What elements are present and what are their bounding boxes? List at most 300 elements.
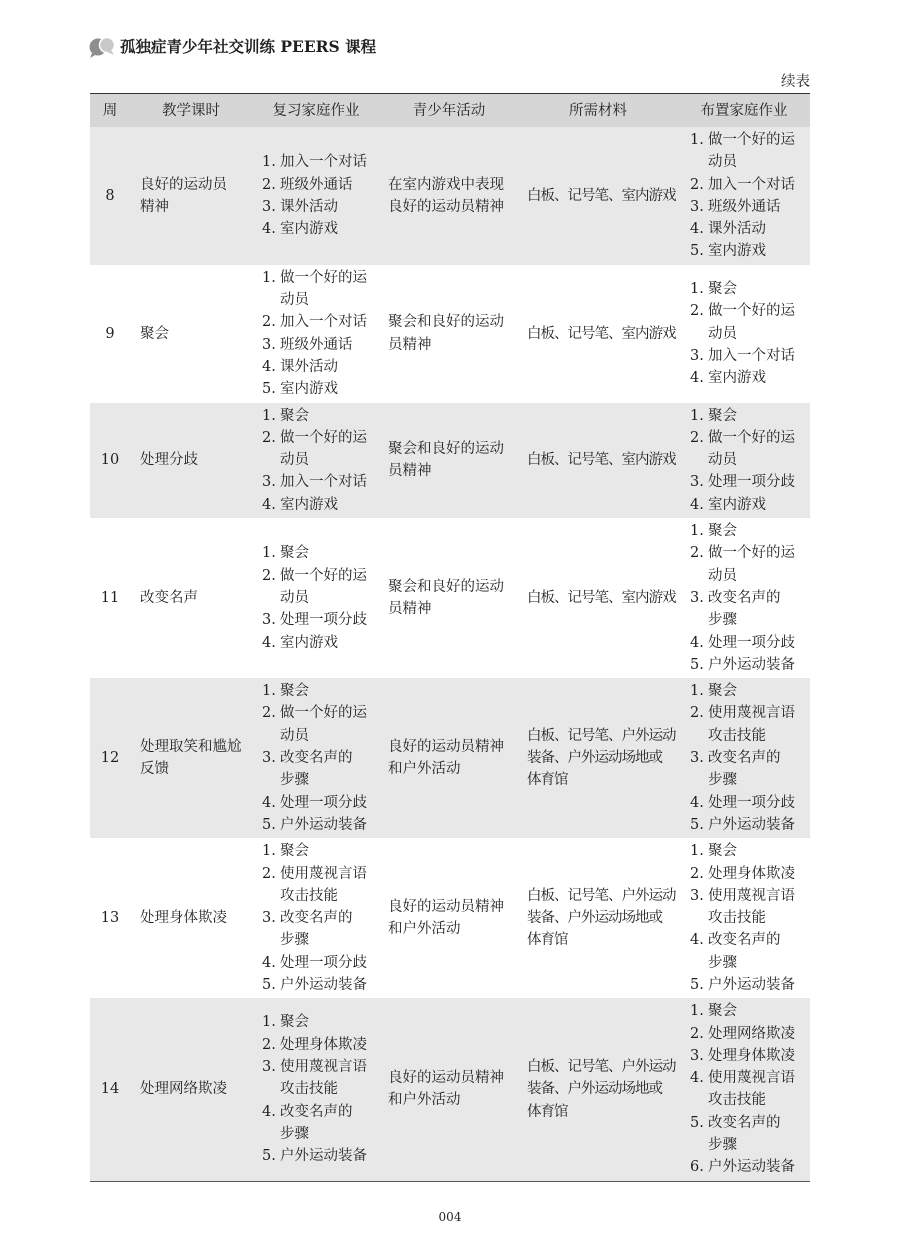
list-item-text: 动员 [708,154,737,171]
list-item-text: 课外活动 [280,198,338,215]
session-line: 处理身体欺凌 [140,910,227,927]
list-item-line [690,840,810,862]
list-item [262,609,380,631]
list-item-number: 4. [262,496,276,513]
list-item-line [690,1156,810,1178]
materials-line: 装备、户外运动场地或 [527,1081,662,1098]
list-item-line [690,632,810,654]
review-homework-cell [252,127,380,265]
list-item-text: 改变名声的 [280,910,353,927]
assigned-homework-cell [678,838,810,998]
list-item-line [262,311,380,333]
list-item-text: 户外运动装备 [280,976,367,993]
assigned-homework-cell [678,127,810,265]
list-item-number: 4. [262,1103,276,1120]
list-item [690,792,810,814]
review-homework-cell [252,678,380,838]
list-item-number: 1. [690,523,704,540]
list-item-text: 聚会 [280,545,309,562]
list-item [690,494,810,516]
list-item-text: 户外运动装备 [708,1159,795,1176]
list-item-line [690,278,810,300]
teen-activity-line: 员精神 [388,336,432,353]
list-item-text: 聚会 [280,683,309,700]
list-item-line [690,587,810,609]
list-item-text: 室内游戏 [280,496,338,513]
list-item-number: 5. [690,1114,704,1131]
list-item [690,929,810,974]
list-item-line [690,218,810,240]
week-number: 8 [105,187,115,204]
list-item [262,151,380,173]
list-item-line [262,356,380,378]
teen-activity-line: 良好的运动员精神 [388,738,504,755]
list-item-text: 聚会 [280,1014,309,1031]
list-item-text: 动员 [708,325,737,342]
list-item-text: 聚会 [280,407,309,424]
list-item-line [690,680,810,702]
list-item-text: 聚会 [708,1003,737,1020]
materials-line: 白板、记号笔、户外运动 [527,1059,676,1076]
list-item [262,1011,380,1033]
list-item-line [690,300,810,322]
materials-line: 白板、记号笔、户外运动 [527,887,676,904]
list-item-text: 聚会 [708,843,737,860]
list-item-line [262,1034,380,1056]
list-item-line [690,1023,810,1045]
table-row [90,518,810,678]
list-item-number: 2. [690,1025,704,1042]
list-item-line [690,520,810,542]
list-item [690,300,810,345]
list-item-line [690,725,810,747]
list-item [690,587,810,632]
list-item [690,1023,810,1045]
list-item-text: 动员 [280,452,309,469]
list-item-number: 3. [690,347,704,364]
materials-line: 装备、户外运动场地或 [527,750,662,767]
list-item [690,632,810,654]
list-item-line [262,1101,380,1123]
list-item-line [690,494,810,516]
list-item-number: 1. [262,843,276,860]
list-item [262,747,380,792]
list-item [690,1067,810,1112]
list-item [690,1112,810,1157]
list-item-number: 5. [262,976,276,993]
list-item [690,367,810,389]
list-item-line [690,1134,810,1156]
list-item-number: 1. [262,545,276,562]
list-item-line [262,680,380,702]
list-item-text: 处理身体欺凌 [708,1047,795,1064]
list-item-text: 室内游戏 [280,634,338,651]
table-row [90,127,810,265]
list-item-line [690,565,810,587]
materials-cell [518,678,678,838]
list-item-number: 5. [262,381,276,398]
teen-activity-line: 聚会和良好的运动 [388,441,504,457]
list-item-line [262,494,380,516]
assigned-homework-cell [678,403,810,518]
list-item-number: 4. [690,634,704,651]
list-item-line [690,952,810,974]
list-item-number: 2. [262,567,276,584]
list-item-number: 4. [690,932,704,949]
review-homework-cell [252,403,380,518]
list-item-text: 处理一项分歧 [280,612,367,629]
list-item-text: 处理一项分歧 [280,954,367,971]
list-item-number: 3. [690,1047,704,1064]
session-cell [130,518,252,678]
list-item-number: 5. [690,656,704,673]
list-item-text: 使用蔑视言语 [708,705,795,722]
list-item-text: 改变名声的 [280,750,353,767]
week-cell [90,998,130,1181]
list-item-line [690,449,810,471]
list-item-text: 室内游戏 [280,381,338,398]
list-item-line [690,345,810,367]
list-item-number: 2. [690,176,704,193]
list-item-text: 课外活动 [708,221,766,238]
list-item-text: 动员 [280,589,309,606]
list-item-number: 1. [262,407,276,424]
list-item [690,702,810,747]
list-item-number: 2. [262,1036,276,1053]
page-number: 004 [438,1210,462,1224]
list-item [690,840,810,862]
list-item-line [690,654,810,676]
list-item [262,907,380,952]
teen-activity-cell [380,998,518,1181]
list-item-number: 5. [690,816,704,833]
list-item-number: 1. [690,843,704,860]
list-item [690,885,810,930]
list-item-text: 处理一项分歧 [708,634,795,651]
list-item [262,565,380,610]
materials-line: 体育馆 [527,1103,568,1120]
review-homework-cell [252,838,380,998]
list-item-line [262,814,380,836]
list-item-text: 动员 [280,292,309,309]
list-item [262,196,380,218]
materials-cell [518,838,678,998]
list-item-number: 3. [690,474,704,491]
table-row [90,265,810,403]
list-item-line [262,542,380,564]
list-item [262,267,380,312]
list-item [690,542,810,587]
list-item-text: 步骤 [708,772,737,789]
list-item [262,974,380,996]
list-item-text: 攻击技能 [280,887,338,904]
list-item-number: 5. [262,816,276,833]
list-item [262,814,380,836]
list-item-line [262,769,380,791]
list-item [262,952,380,974]
list-item-text: 户外运动装备 [708,976,795,993]
list-item-text: 步骤 [708,1137,737,1154]
list-item-line [690,907,810,929]
list-item-text: 户外运动装备 [280,816,367,833]
week-number: 11 [100,589,120,606]
list-item-line [690,1067,810,1089]
session-line: 聚会 [140,325,169,342]
list-item-line [262,792,380,814]
list-item [262,218,380,240]
list-item-line [262,863,380,885]
list-item-line [262,218,380,240]
continued-table-label: 续表 [781,74,810,90]
list-item [690,1045,810,1067]
list-item [690,405,810,427]
list-item [262,334,380,356]
list-item-text: 做一个好的运 [708,429,795,446]
list-item [690,218,810,240]
materials-cell [518,403,678,518]
teen-activity-line: 良好的运动员精神 [388,198,504,215]
list-item-number: 4. [690,496,704,513]
list-item-text: 处理一项分歧 [280,794,367,811]
list-item-text: 使用蔑视言语 [708,887,795,904]
list-item-line [690,814,810,836]
list-item-line [690,929,810,951]
list-item-number: 1. [690,280,704,297]
list-item-line [262,427,380,449]
list-item-text: 做一个好的运 [280,705,367,722]
materials-line: 白板、记号笔、室内游戏 [527,325,676,342]
teen-activity-line: 聚会和良好的运动 [388,314,504,331]
curriculum-table [90,93,810,1182]
list-item-line [690,609,810,631]
list-item-number: 1. [690,683,704,700]
list-item-line [690,1089,810,1111]
list-item-line [262,267,380,289]
list-item-text: 动员 [280,727,309,744]
week-number: 14 [100,1081,120,1098]
list-item-text: 处理网络欺凌 [708,1025,795,1042]
review-homework-cell [252,518,380,678]
list-item-text: 户外运动装备 [708,816,795,833]
teen-activity-line: 员精神 [388,463,432,480]
list-item-line [262,151,380,173]
list-item-number: 1. [690,132,704,148]
list-item-line [690,1045,810,1067]
list-item-line [262,587,380,609]
list-item [262,542,380,564]
list-item-number: 2. [690,429,704,446]
list-item-text: 班级外通话 [280,176,353,193]
list-item [262,471,380,493]
teen-activity-cell [380,678,518,838]
week-number: 13 [100,910,120,927]
list-item-number: 4. [262,954,276,971]
list-item-number: 4. [690,221,704,238]
list-item-line [262,885,380,907]
list-item-number: 6. [690,1159,704,1176]
table-row [90,678,810,838]
list-item-text: 步骤 [280,932,309,949]
list-item-number: 3. [690,750,704,767]
list-item-text: 改变名声的 [280,1103,353,1120]
list-item-line [690,702,810,724]
session-line: 精神 [140,198,169,215]
list-item-number: 4. [690,370,704,387]
list-item-text: 班级外通话 [280,336,353,353]
list-item-line [690,792,810,814]
list-item-number: 1. [262,683,276,700]
list-item-line [690,542,810,564]
list-item-line [690,196,810,218]
list-item-number: 3. [262,750,276,767]
list-item [690,345,810,367]
list-item-number: 5. [690,243,704,260]
list-item [690,1156,810,1178]
review-homework-cell [252,265,380,403]
list-item [690,174,810,196]
list-item-number: 2. [690,705,704,722]
list-item-number: 2. [690,545,704,562]
list-item-text: 加入一个对话 [280,474,367,491]
list-item [262,405,380,427]
list-item-text: 室内游戏 [708,243,766,260]
list-item-number: 2. [690,865,704,882]
list-item-line [262,952,380,974]
list-item-line [262,1123,380,1145]
week-number: 12 [100,750,120,767]
list-item-line [690,427,810,449]
table-header-row [90,94,810,128]
list-item-line [690,974,810,996]
list-item-number: 3. [262,910,276,927]
list-item [262,1056,380,1101]
teen-activity-cell [380,838,518,998]
column-header-session: 教学课时 [130,94,252,128]
list-item-line [262,747,380,769]
list-item-line [690,174,810,196]
list-item-number: 2. [262,429,276,446]
list-item-line [262,565,380,587]
session-line: 反馈 [140,761,169,778]
materials-line: 体育馆 [527,932,568,949]
materials-line: 装备、户外运动场地或 [527,910,662,927]
teen-activity-cell [380,265,518,403]
list-item-number: 4. [690,1070,704,1087]
list-item [262,863,380,908]
list-item-line [262,1011,380,1033]
list-item-line [690,240,810,262]
list-item [262,1145,380,1167]
session-cell [130,998,252,1181]
list-item-number: 1. [262,1014,276,1031]
list-item-line [262,632,380,654]
list-item [262,494,380,516]
list-item-text: 攻击技能 [280,1081,338,1098]
list-item-line [262,725,380,747]
book-title: 孤独症青少年社交训练 PEERS 课程 [120,37,377,56]
teen-activity-cell [380,127,518,265]
list-item-line [690,367,810,389]
list-item-line [262,471,380,493]
list-item-number: 1. [690,407,704,424]
list-item-text: 处理身体欺凌 [708,865,795,882]
list-item [690,520,810,542]
session-line: 处理分歧 [140,452,198,469]
session-cell [130,403,252,518]
list-item [690,747,810,792]
list-item-text: 加入一个对话 [708,347,795,364]
column-header-review-homework: 复习家庭作业 [252,94,380,128]
list-item-number: 3. [690,887,704,904]
list-item-text: 步骤 [280,772,309,789]
list-item-line [262,1145,380,1167]
list-item-number: 3. [262,198,276,215]
list-item [262,311,380,333]
list-item-line [690,405,810,427]
list-item-text: 改变名声的 [708,750,781,767]
week-number: 9 [105,325,115,342]
list-item-number: 4. [262,358,276,375]
list-item-number: 2. [262,705,276,722]
list-item [262,840,380,862]
list-item [262,702,380,747]
list-item-number: 5. [690,976,704,993]
list-item-line [690,747,810,769]
list-item-number: 4. [690,794,704,811]
list-item-text: 动员 [708,452,737,469]
list-item-number: 1. [262,154,276,171]
table-row [90,838,810,998]
list-item-text: 使用蔑视言语 [708,1070,795,1087]
list-item-text: 做一个好的运 [280,429,367,446]
materials-cell [518,518,678,678]
list-item-text: 聚会 [708,407,737,424]
list-item-text: 做一个好的运 [280,567,367,584]
list-item-text: 攻击技能 [708,910,766,927]
list-item [690,129,810,174]
session-cell [130,265,252,403]
session-cell [130,838,252,998]
list-item-number: 3. [262,336,276,353]
session-line: 处理取笑和尴尬 [140,738,242,755]
list-item [262,1101,380,1146]
list-item-line [262,196,380,218]
assigned-homework-cell [678,678,810,838]
list-item-text: 户外运动装备 [280,1148,367,1165]
list-item-text: 使用蔑视言语 [280,865,367,882]
speech-bubbles-icon [88,35,116,59]
list-item [690,680,810,702]
teen-activity-line: 良好的运动员精神 [388,1070,504,1087]
materials-cell [518,265,678,403]
list-item-line [262,334,380,356]
list-item [262,632,380,654]
week-cell [90,678,130,838]
list-item [690,814,810,836]
assigned-homework-cell [678,265,810,403]
list-item-text: 做一个好的运 [708,132,795,148]
session-line: 改变名声 [140,589,198,606]
teen-activity-line: 在室内游戏中表现 [388,176,504,193]
session-line: 良好的运动员 [140,176,227,193]
list-item-text: 加入一个对话 [708,176,795,193]
list-item-text: 使用蔑视言语 [280,1059,367,1076]
teen-activity-cell [380,518,518,678]
list-item-line [690,151,810,173]
list-item-number: 1. [690,1003,704,1020]
list-item-line [690,323,810,345]
table-row [90,998,810,1181]
